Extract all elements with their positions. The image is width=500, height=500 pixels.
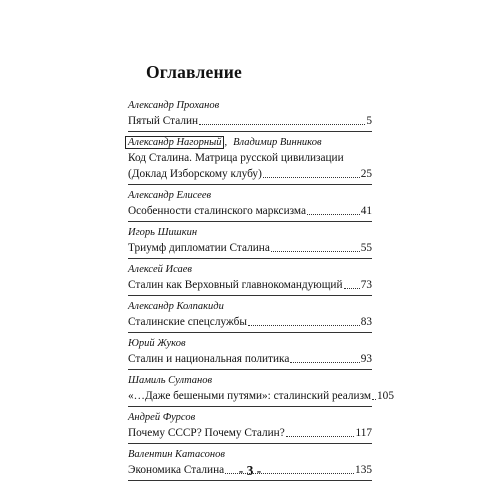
toc-entry xyxy=(128,337,372,370)
leader-dots xyxy=(286,436,355,437)
entry-divider xyxy=(128,332,372,333)
entry-title: Особенности сталинского марксизма xyxy=(128,205,306,217)
entry-line xyxy=(128,114,372,128)
leader-dots xyxy=(263,177,360,178)
entry-title: Пятый Сталин xyxy=(128,115,199,127)
entry-divider xyxy=(128,406,372,407)
entry-page: 73 xyxy=(360,279,372,291)
toc-entry xyxy=(128,136,372,185)
entry-divider xyxy=(128,480,372,481)
entry-title: Сталин как Верховный главнокомандующий xyxy=(128,279,343,291)
entry-page: 41 xyxy=(360,205,372,217)
entry-line xyxy=(128,241,372,255)
entry-page: 117 xyxy=(355,427,372,439)
entry-divider xyxy=(128,221,372,222)
toc-title: Оглавление xyxy=(146,62,242,82)
entry-title: Триумф дипломатии Сталина xyxy=(128,242,270,254)
entry-author-boxed: Александр Нагорный xyxy=(125,136,224,149)
toc-entry xyxy=(128,374,394,407)
entry-page: 93 xyxy=(360,353,372,365)
entry-author: Игорь Шишкин xyxy=(128,227,198,238)
toc-entry xyxy=(128,189,372,222)
entry-line xyxy=(128,426,372,440)
entry-title: «…Даже бешеными путями»: сталинский реализм xyxy=(128,390,372,402)
toc-list xyxy=(128,99,394,485)
entry-line xyxy=(128,315,372,329)
entry-divider xyxy=(128,295,372,296)
leader-dots xyxy=(372,399,376,400)
entry-author: Александр Елисеев xyxy=(128,190,212,201)
toc-entry xyxy=(128,263,372,296)
entry-divider xyxy=(128,369,372,370)
entry-page: 83 xyxy=(360,316,372,328)
entry-divider xyxy=(128,258,372,259)
entry-author: Алексей Исаев xyxy=(128,264,192,275)
entry-page: 135 xyxy=(355,464,372,476)
entry-line xyxy=(128,278,372,292)
entry-authors: Александр Нагорный , Владимир Винников xyxy=(128,136,372,149)
entry-title-continued: (Доклад Изборскому клубу) xyxy=(128,168,262,180)
entry-divider xyxy=(128,131,372,132)
toc-entry xyxy=(128,226,372,259)
entry-title: Почему СССР? Почему Сталин? xyxy=(128,427,285,439)
entry-author: Валентин Катасонов xyxy=(128,449,225,460)
entry-divider xyxy=(128,443,372,444)
entry-author-second: Владимир Винников xyxy=(233,137,322,148)
entry-title: Сталин и национальная политика xyxy=(128,353,290,365)
entry-title: Сталинские спецслужбы xyxy=(128,316,247,328)
entry-line xyxy=(128,389,394,403)
leader-dots xyxy=(307,214,360,215)
page-number: - 3 - xyxy=(238,463,262,478)
entry-line xyxy=(128,167,372,181)
entry-page: 25 xyxy=(360,168,372,180)
entry-title: Код Сталина. Матрица русской цивилизации xyxy=(128,152,344,164)
entry-author: Александр Колпакиди xyxy=(128,301,224,312)
toc-entry xyxy=(128,300,372,333)
entry-page: 5 xyxy=(366,115,372,127)
entry-page: 55 xyxy=(360,242,372,254)
entry-author: Андрей Фурсов xyxy=(128,412,196,423)
leader-dots xyxy=(199,124,365,125)
entry-author: Александр Проханов xyxy=(128,100,220,111)
leader-dots xyxy=(290,362,359,363)
leader-dots xyxy=(271,251,360,252)
entry-page: 105 xyxy=(377,390,394,402)
entry-author: Юрий Жуков xyxy=(128,338,186,349)
leader-dots xyxy=(344,288,360,289)
leader-dots xyxy=(248,325,360,326)
toc-entry xyxy=(128,99,372,132)
entry-line xyxy=(128,352,372,366)
entry-line xyxy=(128,204,372,218)
entry-title: Экономика Сталина xyxy=(128,464,225,476)
entry-divider xyxy=(128,184,372,185)
entry-author: Шамиль Султанов xyxy=(128,375,213,386)
toc-entry xyxy=(128,411,372,444)
